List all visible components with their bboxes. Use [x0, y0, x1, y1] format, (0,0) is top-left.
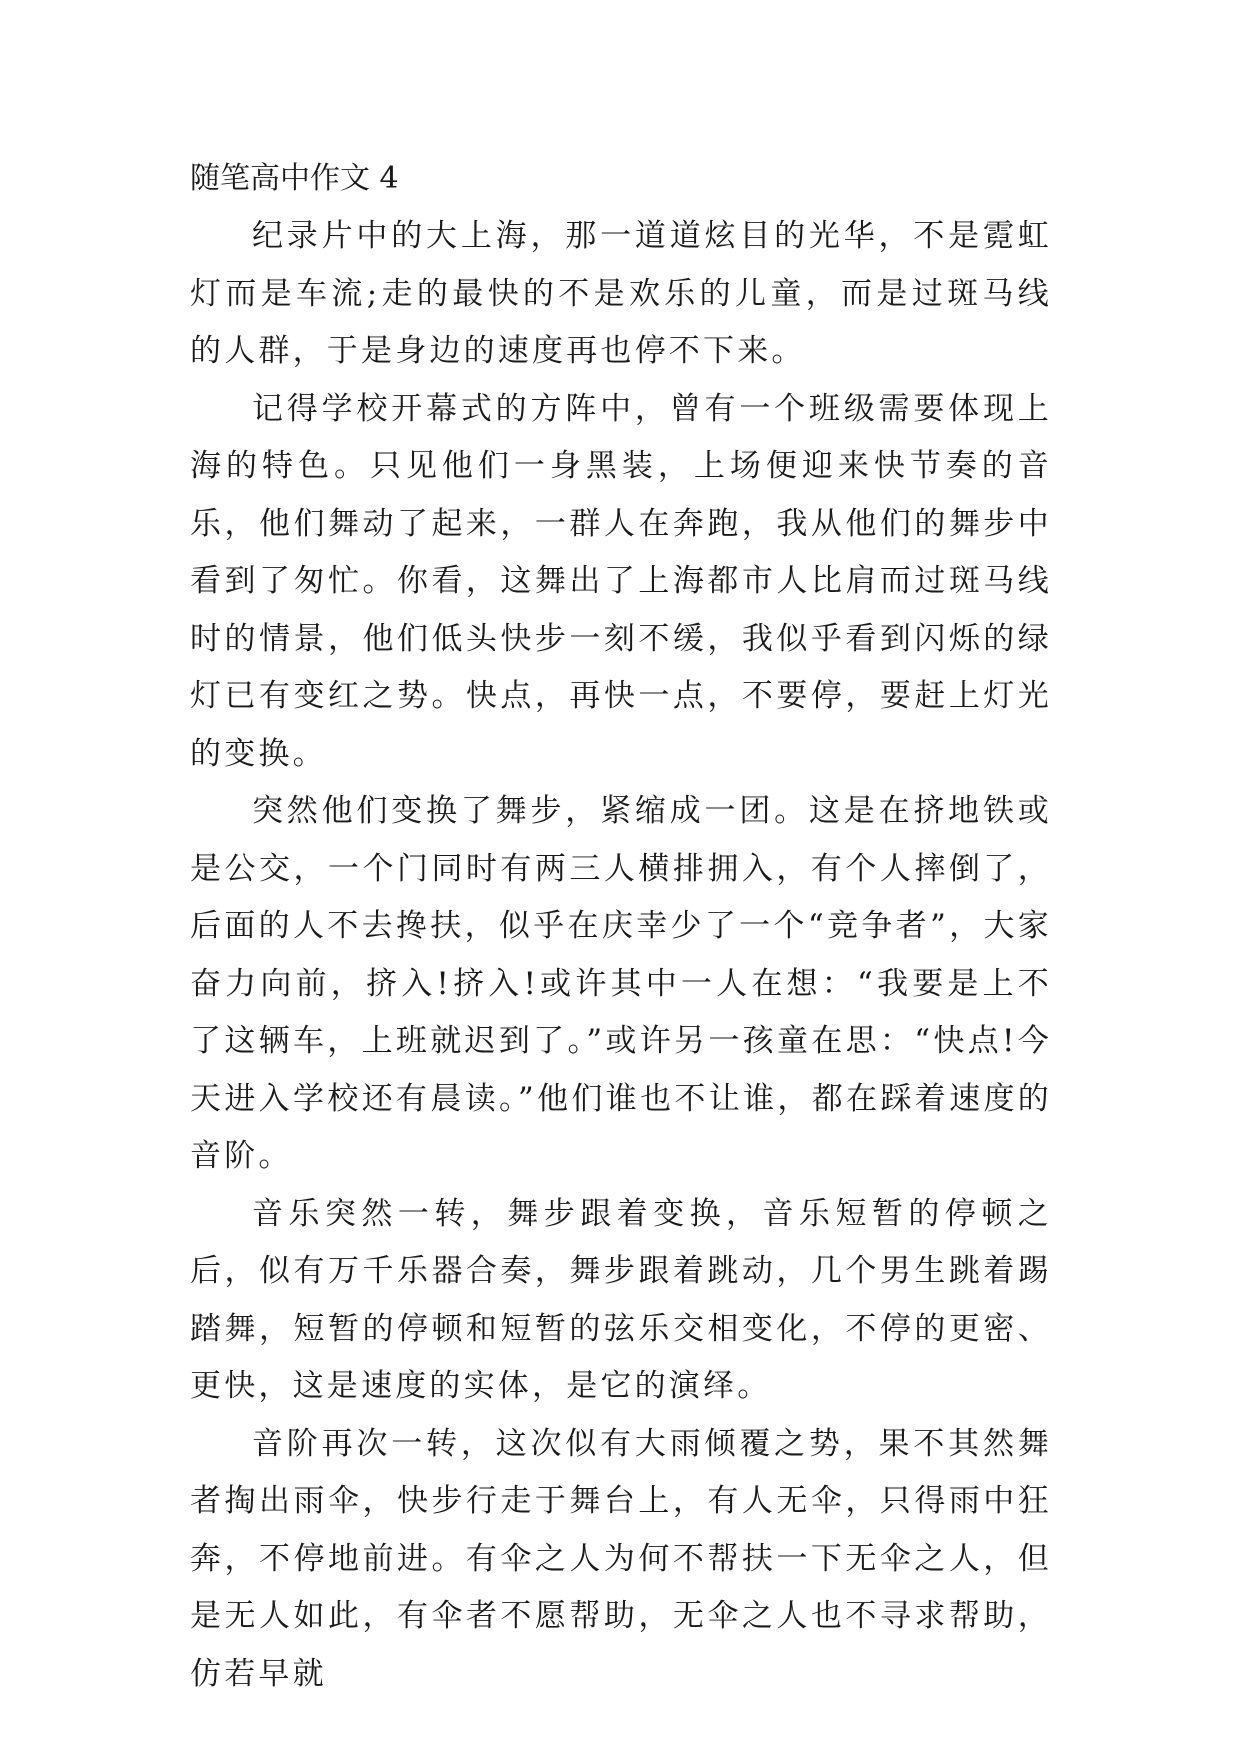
document-page	[190, 150, 1052, 1703]
paragraph-5: 音阶再次一转，这次似有大雨倾覆之势，果不其然舞者掏出雨伞，快步行走于舞台上，有人无伞，只得雨中狂奔，不停地前进。有伞之人为何不帮扶一下无伞之人，但是无人如此，有伞者不愿帮助，无伞之人也不寻求帮助，仿若早就	[190, 1425, 1052, 1692]
paragraph-1: 纪录片中的大上海，那一道道炫目的光华，不是霓虹灯而是车流;走的最快的不是欢乐的儿童，而是过斑马线的人群，于是身边的速度再也停不下来。	[190, 218, 1052, 369]
paragraph-2: 记得学校开幕式的方阵中，曾有一个班级需要体现上海的特色。只见他们一身黑装，上场便迎来快节奏的音乐，他们舞动了起来，一群人在奔跑，我从他们的舞步中看到了匆忙。你看，这舞出了上海都市人比肩而过斑马线时的情景，他们低头快步一刻不缓，我似乎看到闪烁的绿灯已有变红之势。快点，再快一点，不要停，要赶上灯光的变换。	[190, 390, 1052, 772]
document-title: 随笔高中作文 4	[190, 161, 399, 196]
paragraph-3: 突然他们变换了舞步，紧缩成一团。这是在挤地铁或是公交，一个门同时有两三人横排拥入，有个人摔倒了，后面的人不去搀扶，似乎在庆幸少了一个“竞争者”，大家奋力向前，挤入!挤入!或许其中一人在想：“我要是上不了这辆车，上班就迟到了。”或许另一孩童在思：“快点!今天进入学校还有晨读。”他们谁也不让谁，都在踩着速度的音阶。	[190, 793, 1052, 1174]
paragraph-4: 音乐突然一转，舞步跟着变换，音乐短暂的停顿之后，似有万千乐器合奏，舞步跟着跳动，几个男生跳着踢踏舞，短暂的停顿和短暂的弦乐交相变化，不停的更密、更快，这是速度的实体，是它的演绎。	[190, 1195, 1052, 1404]
